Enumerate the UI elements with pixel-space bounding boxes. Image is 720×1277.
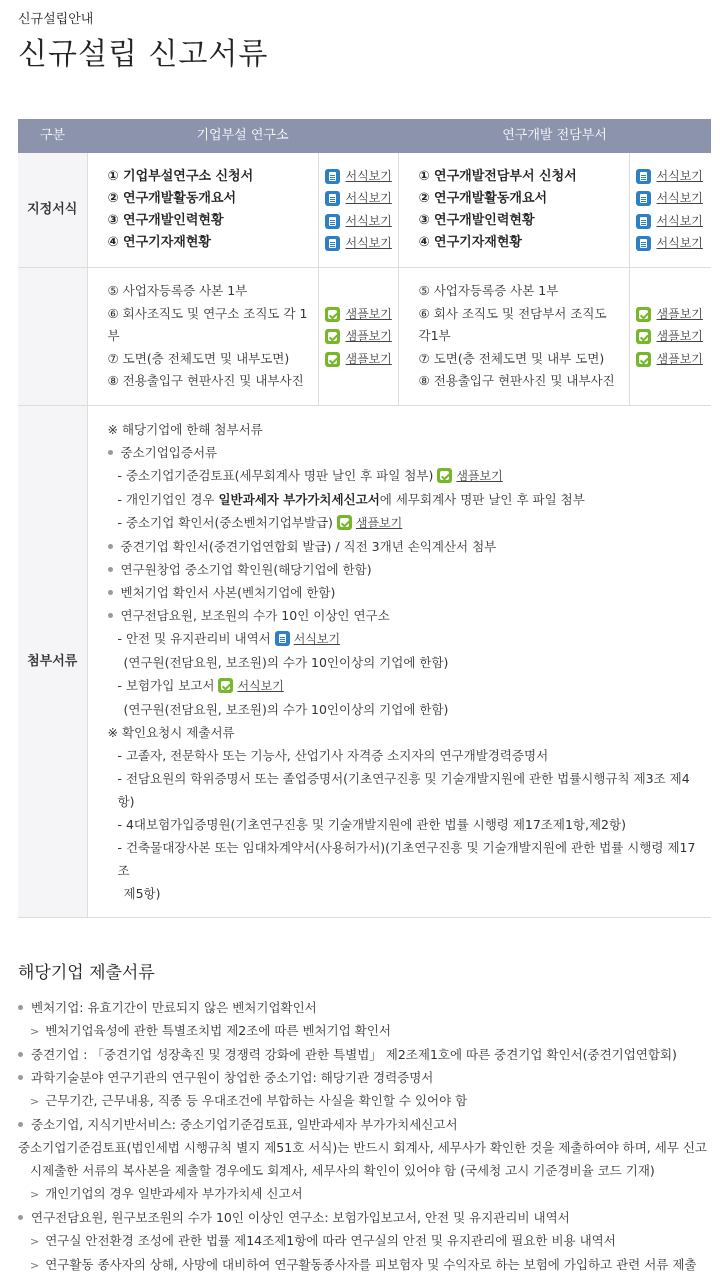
list-item: > 연구실 안전환경 조성에 관한 법률 제14조제1항에 따라 연구실의 안전 및 유지관리에 필요한 비용 내역서 <box>30 1233 616 1249</box>
bullet-icon <box>108 544 113 549</box>
check-icon <box>218 678 233 693</box>
check-icon <box>337 515 352 530</box>
chevron-right-icon: > <box>30 1025 40 1039</box>
check-icon <box>636 352 651 367</box>
bullet-icon <box>18 1122 23 1127</box>
check-icon <box>636 329 651 344</box>
company-documents-list <box>18 996 710 1277</box>
list-item: ⑧ 전용출입구 현판사진 및 내부사진 <box>418 373 615 389</box>
view-form-link[interactable]: 서식보기 <box>293 632 341 647</box>
chevron-right-icon: > <box>30 1095 40 1109</box>
documents-table <box>18 119 711 919</box>
header-corporate-lab: 기업부설 연구소 <box>87 119 398 153</box>
list-item: 중견기업 : 「중견기업 성장촉진 및 경쟁력 강화에 관한 특별법」 제2조제1호에 따른 중견기업 확인서(중견기업연합회) <box>18 1043 710 1066</box>
list-item: - 전담요원의 학위증명서 또는 졸업증명서(기초연구진흥 및 기술개발지원에 관한 법률시행규칙 제3조 제4항) <box>117 771 690 810</box>
list-item: - 중소기업기준검토표(세무회계사 명판 날인 후 파일 첨부) 샘플보기 <box>117 468 503 484</box>
list-item: 제5항) <box>123 886 161 902</box>
view-sample-link[interactable] <box>636 303 712 326</box>
bullet-icon <box>18 1075 23 1080</box>
bullet-icon <box>18 1005 23 1010</box>
list-item: 벤처기업 확인서 사본(벤처기업에 한함) <box>108 581 706 604</box>
link-label: 서식보기 <box>656 168 703 183</box>
view-sample-link[interactable]: 샘플보기 <box>456 469 503 484</box>
list-item: ⑥ 회사조직도 및 연구소 조직도 각 1부 <box>107 305 308 344</box>
list-item-note: (연구원(전담요원, 보조원)의 수가 10인이상의 기업에 한함) <box>123 655 449 671</box>
check-icon <box>325 329 340 344</box>
category-attachments: 첨부서류 <box>18 406 87 918</box>
view-sample-link[interactable]: 샘플보기 <box>355 516 403 531</box>
designated-right-list <box>398 153 629 268</box>
list-item: ① 기업부설연구소 신청서 <box>107 168 254 184</box>
list-item: ③ 연구개발인력현황 <box>418 212 535 228</box>
bullet-icon <box>108 613 113 618</box>
list-item: ② 연구개발활동개요서 <box>418 190 548 206</box>
list-item: ⑤ 사업자등록증 사본 1부 <box>418 283 559 299</box>
document-icon <box>636 236 651 251</box>
list-item: ② 연구개발활동개요서 <box>107 190 237 206</box>
link-label: 샘플보기 <box>656 351 703 366</box>
list-item: > 개인기업의 경우 일반과세자 부가가치세 신고서 <box>30 1186 303 1202</box>
view-form-link[interactable] <box>325 165 398 188</box>
document-icon <box>325 191 340 206</box>
view-form-link[interactable] <box>325 232 398 255</box>
list-item: 벤처기업: 유효기간이 만료되지 않은 벤처기업확인서 <box>18 996 710 1019</box>
list-item: 연구원창업 중소기업 확인원(해당기업에 한함) <box>108 558 706 581</box>
list-item: ⑧ 전용출입구 현판사진 및 내부사진 <box>107 373 304 389</box>
list-item: - 중소기업 확인서(중소벤처기업부발급) 샘플보기 <box>117 515 403 531</box>
link-label: 서식보기 <box>656 236 703 251</box>
list-item: > 연구활동 종사자의 상해, 사망에 대비하여 연구활동종사자를 피보험자 및 수익자로 하는 보험에 가입하고 관련 서류 제출 <box>30 1257 697 1273</box>
check-icon <box>325 307 340 322</box>
bullet-icon <box>18 1052 23 1057</box>
bullet-icon <box>108 450 113 455</box>
list-item: - 개인기업인 경우 일반과세자 부가가치세신고서에 세무회계사 명판 날인 후 파일 첨부 <box>117 492 585 508</box>
link-label: 샘플보기 <box>656 329 703 344</box>
note-text: ※ 해당기업에 한해 첨부서류 <box>107 422 263 438</box>
view-form-link[interactable] <box>636 210 712 233</box>
page-subtitle: 신규설립안내 <box>18 12 94 27</box>
chevron-right-icon: > <box>30 1188 40 1202</box>
link-label: 샘플보기 <box>345 329 392 344</box>
link-label: 샘플보기 <box>656 306 703 321</box>
list-item: > 근무기간, 근무내용, 직종 등 우대조건에 부합하는 사실을 확인할 수 있어야 함 <box>30 1093 468 1109</box>
chevron-right-icon: > <box>30 1235 40 1249</box>
category-blank <box>18 268 87 406</box>
view-form-link[interactable] <box>325 210 398 233</box>
page-title: 신규설립 신고서류 <box>18 37 269 73</box>
view-form-link[interactable] <box>325 187 398 210</box>
docs-left-links <box>318 268 398 406</box>
check-icon <box>437 468 452 483</box>
view-form-link[interactable] <box>636 232 712 255</box>
link-label: 샘플보기 <box>345 351 392 366</box>
list-item: 중견기업 확인서(중견기업연합회 발급) / 직전 3개년 손익계산서 첨부 <box>108 535 706 558</box>
list-item: 연구전담요원, 원구보조원의 수가 10인 이상인 연구소: 보험가입보고서, 안전 및 유지관리비 내역서 <box>18 1206 710 1229</box>
list-item-note: (연구원(전담요원, 보조원)의 수가 10인이상의 기업에 한함) <box>123 702 449 718</box>
section-title: 해당기업 제출서류 <box>18 963 155 984</box>
table-header-row <box>18 119 711 153</box>
list-item: - 고졸자, 전문학사 또는 기능사, 산업기사 자격증 소지자의 연구개발경력증명서 <box>117 748 549 764</box>
list-item: 중소기업입증서류 <box>108 441 706 464</box>
list-item: - 4대보험가입증명원(기초연구진흥 및 기술개발지원에 관한 법률 시행령 제17조제1항,제2항) <box>117 817 626 833</box>
view-sample-link[interactable] <box>325 348 398 371</box>
list-item: ① 연구개발전담부서 신청서 <box>418 168 577 184</box>
category-designated: 지정서식 <box>18 153 87 268</box>
link-label: 샘플보기 <box>345 306 392 321</box>
list-item: - 건축물대장사본 또는 임대차계약서(사용허가서)(기초연구진흥 및 기술개발지원에 관한 법률 시행령 제17조 <box>117 840 696 879</box>
chevron-right-icon: > <box>30 1259 40 1273</box>
list-item: ⑦ 도면(층 전체도면 및 내부도면) <box>107 350 290 366</box>
document-icon <box>325 236 340 251</box>
link-label: 서식보기 <box>345 213 392 228</box>
link-label: 서식보기 <box>656 191 703 206</box>
bullet-icon <box>108 590 113 595</box>
designated-left-links <box>318 153 398 268</box>
bullet-icon <box>18 1215 23 1220</box>
paragraph: 시제출한 서류의 복사본을 제출할 경우에도 회계사, 세무사의 확인이 있어야 함 (국세청 고시 기준경비율 코드 기재) <box>30 1163 655 1179</box>
list-item: ⑥ 회사 조직도 및 전담부서 조직도 각1부 <box>418 305 607 344</box>
list-item: ③ 연구개발인력현황 <box>107 212 224 228</box>
link-label: 서식보기 <box>345 236 392 251</box>
list-item: - 안전 및 유지관리비 내역서 서식보기 <box>117 631 341 647</box>
link-label: 서식보기 <box>345 191 392 206</box>
list-item: ④ 연구기자재현황 <box>107 234 211 250</box>
link-label: 서식보기 <box>656 213 703 228</box>
view-sample-link[interactable] <box>636 325 712 348</box>
note-text: ※ 확인요청시 제출서류 <box>107 725 235 741</box>
view-form-link[interactable] <box>636 187 712 210</box>
list-item: - 보험가입 보고서 서식보기 <box>117 678 284 694</box>
document-icon <box>636 214 651 229</box>
document-icon <box>325 169 340 184</box>
attachments-list <box>87 406 711 918</box>
view-form-link[interactable]: 서식보기 <box>237 679 284 694</box>
list-item: > 벤처기업육성에 관한 특별조치법 제2조에 따른 벤처기업 확인서 <box>30 1023 391 1039</box>
designated-left-list <box>87 153 318 268</box>
list-item: 연구전담요원, 보조원의 수가 10인 이상인 연구소 <box>108 604 706 627</box>
attachments-row <box>18 406 711 918</box>
list-item: 중소기업, 지식기반서비스: 중소기업기준검토표, 일반과세자 부가가치세신고서 <box>18 1113 710 1136</box>
header-rnd-department: 연구개발 전담부서 <box>398 119 711 153</box>
header-category: 구분 <box>18 119 87 153</box>
docs-right-list <box>398 268 629 406</box>
docs-right-links <box>629 268 711 406</box>
bullet-icon <box>108 567 113 572</box>
view-sample-link[interactable] <box>325 325 398 348</box>
view-sample-link[interactable] <box>325 303 398 326</box>
docs-left-list <box>87 268 318 406</box>
designated-forms-row <box>18 153 711 268</box>
list-item: ⑦ 도면(층 전체도면 및 내부 도면) <box>418 350 605 366</box>
designated-right-links <box>629 153 711 268</box>
document-icon <box>275 631 290 646</box>
list-item: ④ 연구기자재현황 <box>418 234 522 250</box>
document-icon <box>636 191 651 206</box>
document-icon <box>636 169 651 184</box>
paragraph: 중소기업기준검토표(법인세법 시행규칙 별지 제51호 서식)는 반드시 회계사, 세무사가 확인한 것을 제출하여야 하며, 세무 신고 <box>18 1140 708 1156</box>
link-label: 서식보기 <box>345 168 392 183</box>
list-item: ⑤ 사업자등록증 사본 1부 <box>107 283 248 299</box>
supporting-docs-row <box>18 268 711 406</box>
view-form-link[interactable] <box>636 165 712 188</box>
check-icon <box>325 352 340 367</box>
check-icon <box>636 307 651 322</box>
view-sample-link[interactable] <box>636 348 712 371</box>
list-item: 과학기술분야 연구기관의 연구원이 창업한 중소기업: 해당기관 경력증명서 <box>18 1066 710 1089</box>
document-icon <box>325 214 340 229</box>
